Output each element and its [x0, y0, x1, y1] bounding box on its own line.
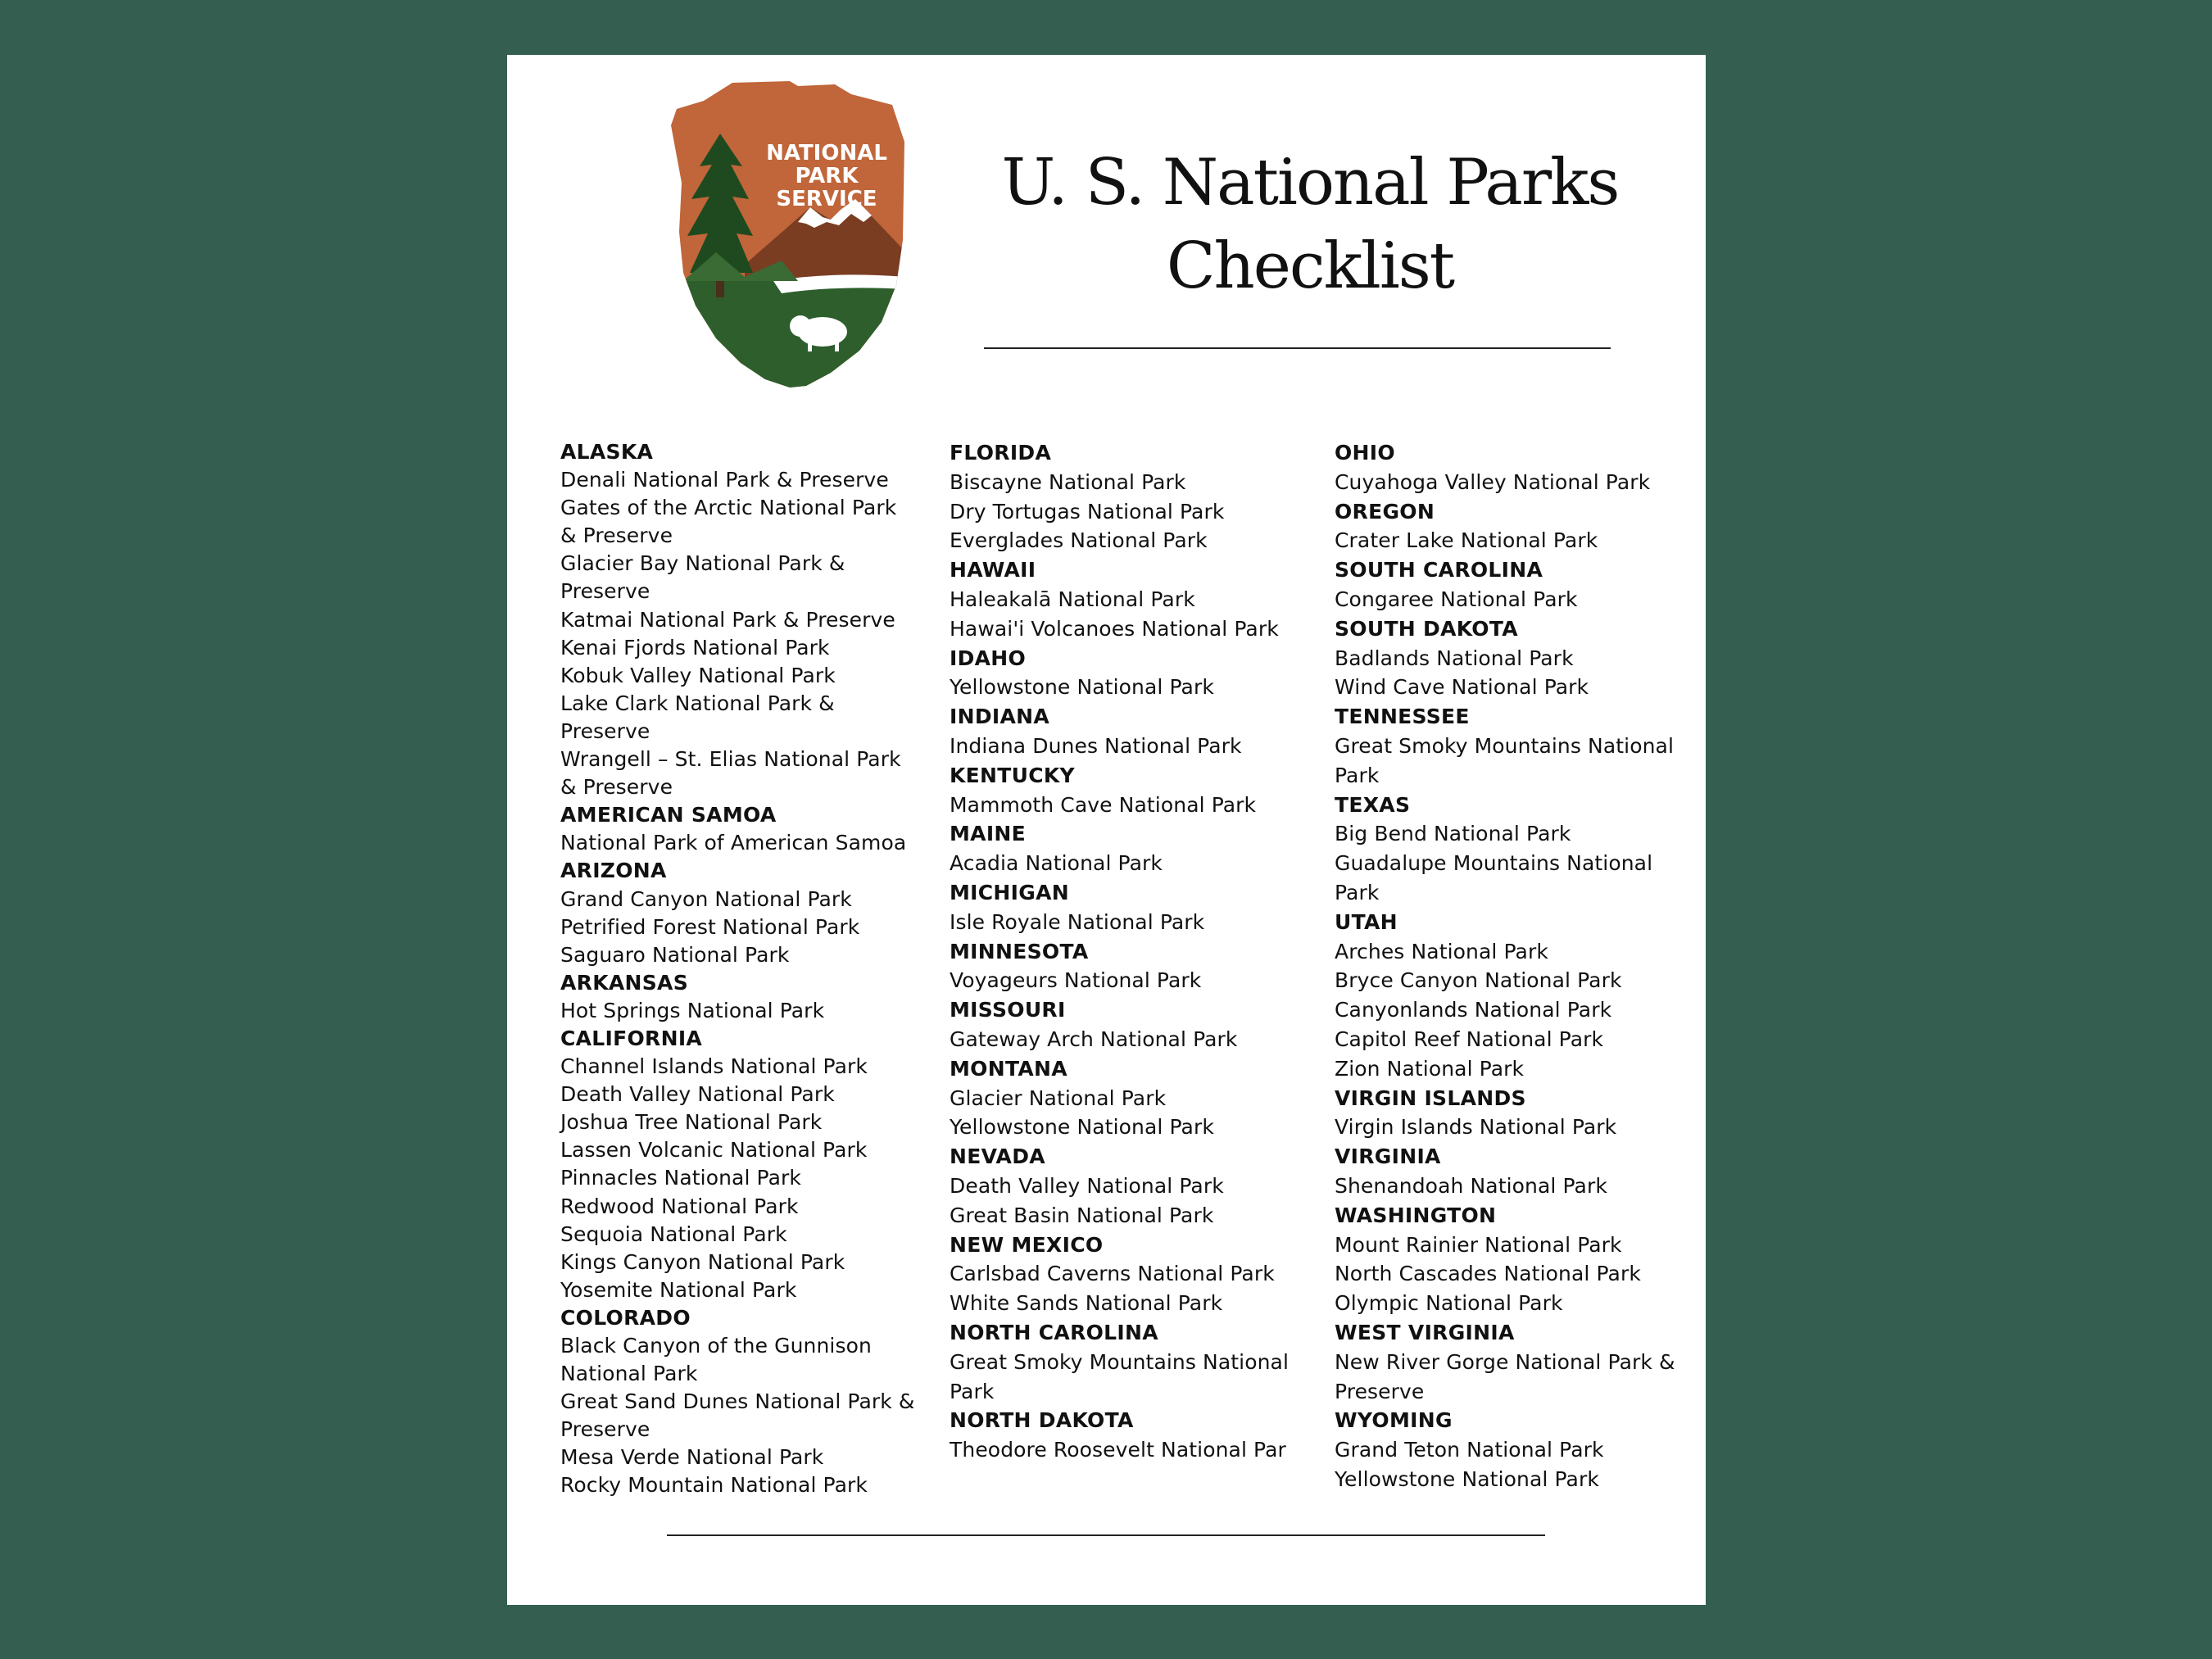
park-item: Redwood National Park — [560, 1194, 799, 1218]
park-item: Hot Springs National Park — [560, 998, 825, 1022]
park-item: Grand Canyon National Park — [560, 886, 852, 911]
column-1 — [560, 438, 937, 1500]
park-item: Preserve — [560, 579, 650, 604]
park-item: Biscayne National Park — [950, 469, 1186, 494]
state-heading: OREGON — [1335, 499, 1435, 524]
park-item: Capitol Reef National Park — [1335, 1027, 1604, 1051]
park-item: Preserve — [1335, 1379, 1425, 1403]
state-heading: ARIZONA — [560, 859, 667, 883]
park-item: Hawai'i Volcanoes National Park — [950, 616, 1279, 641]
column-2 — [950, 438, 1310, 1465]
park-item: Park — [1335, 880, 1380, 904]
park-item: Preserve — [560, 1417, 650, 1442]
state-heading: NEW MEXICO — [950, 1232, 1104, 1257]
state-heading: VIRGIN ISLANDS — [1335, 1086, 1526, 1110]
park-item: Guadalupe Mountains National — [1335, 851, 1653, 876]
park-item: Crater Lake National Park — [1335, 528, 1598, 553]
logo-text-service: SERVICE — [776, 187, 877, 211]
title-line-1: U. S. National Parks — [1001, 146, 1619, 220]
park-item: Pinnacles National Park — [560, 1166, 801, 1190]
state-heading: INDIANA — [950, 705, 1049, 729]
park-item: Congaree National Park — [1335, 587, 1578, 611]
park-item: Petrified Forest National Park — [560, 914, 860, 939]
state-heading: CALIFORNIA — [560, 1026, 703, 1050]
bottom-divider — [667, 1534, 1545, 1536]
state-heading: MICHIGAN — [950, 880, 1069, 904]
park-item: Park — [950, 1379, 995, 1403]
state-heading: ALASKA — [560, 440, 654, 464]
park-item: Death Valley National Park — [950, 1173, 1224, 1198]
park-item: Great Sand Dunes National Park & — [560, 1389, 915, 1414]
park-item: Wrangell – St. Elias National Park — [560, 747, 901, 772]
park-item: New River Gorge National Park & — [1335, 1349, 1675, 1374]
park-item: Mesa Verde National Park — [560, 1445, 824, 1470]
state-heading: IDAHO — [950, 646, 1027, 670]
park-item: Yellowstone National Park — [1335, 1466, 1599, 1491]
park-item: Sequoia National Park — [560, 1222, 787, 1246]
logo-text-park: PARK — [795, 164, 859, 188]
park-item: Canyonlands National Park — [1335, 998, 1612, 1022]
park-item: Yellowstone National Park — [950, 1115, 1214, 1140]
state-heading: HAWAII — [950, 558, 1036, 582]
park-item: Haleakalā National Park — [950, 587, 1195, 611]
park-item: National Park of American Samoa — [560, 831, 907, 855]
park-item: Great Smoky Mountains National — [950, 1349, 1290, 1374]
park-item: Park — [1335, 763, 1380, 787]
park-item: National Park — [560, 1362, 698, 1386]
title-line-2: Checklist — [1166, 229, 1454, 303]
park-item: Shenandoah National Park — [1335, 1173, 1607, 1198]
park-item: Preserve — [560, 718, 650, 743]
state-heading: TENNESSEE — [1335, 705, 1470, 729]
park-item: Zion National Park — [1335, 1056, 1525, 1081]
checklist-page — [507, 55, 1706, 1605]
park-item: Arches National Park — [1335, 939, 1548, 963]
nps-arrowhead-logo — [667, 76, 906, 388]
park-item: Kenai Fjords National Park — [560, 635, 830, 660]
park-item: Mount Rainier National Park — [1335, 1232, 1622, 1257]
park-item: Kings Canyon National Park — [560, 1249, 845, 1274]
park-item: Channel Islands National Park — [560, 1054, 868, 1079]
park-item: Isle Royale National Park — [950, 909, 1205, 934]
state-heading: NORTH DAKOTA — [950, 1408, 1134, 1433]
park-item: Gateway Arch National Park — [950, 1027, 1238, 1051]
state-heading: TEXAS — [1335, 792, 1411, 817]
park-item: & Preserve — [560, 524, 673, 548]
park-item: Katmai National Park & Preserve — [560, 607, 895, 632]
park-item: Glacier Bay National Park & — [560, 551, 845, 576]
state-heading: AMERICAN SAMOA — [560, 803, 777, 827]
park-item: Great Smoky Mountains National — [1335, 733, 1675, 758]
state-heading: ARKANSAS — [560, 970, 689, 995]
park-item: Carlsbad Caverns National Park — [950, 1262, 1275, 1286]
park-item: Rocky Mountain National Park — [560, 1473, 868, 1498]
state-heading: MISSOURI — [950, 998, 1066, 1022]
park-item: Indiana Dunes National Park — [950, 733, 1242, 758]
park-item: Grand Teton National Park — [1335, 1438, 1604, 1462]
column-3 — [1335, 438, 1695, 1494]
park-item: Lassen Volcanic National Park — [560, 1138, 868, 1163]
park-item: Olympic National Park — [1335, 1291, 1563, 1316]
logo-text-national: NATIONAL — [766, 141, 887, 165]
park-item: Badlands National Park — [1335, 646, 1574, 670]
park-item: Death Valley National Park — [560, 1082, 835, 1107]
park-item: North Cascades National Park — [1335, 1262, 1641, 1286]
park-item: Yosemite National Park — [560, 1277, 797, 1302]
state-heading: COLORADO — [560, 1305, 691, 1330]
park-item: Wind Cave National Park — [1335, 675, 1589, 700]
state-heading: VIRGINIA — [1335, 1145, 1441, 1169]
park-item: Theodore Roosevelt National Par — [950, 1438, 1286, 1462]
state-heading: MONTANA — [950, 1056, 1067, 1081]
state-heading: OHIO — [1335, 441, 1395, 465]
park-item: Big Bend National Park — [1335, 822, 1571, 846]
park-item: Virgin Islands National Park — [1335, 1115, 1617, 1140]
park-item: Everglades National Park — [950, 528, 1208, 553]
park-item: Dry Tortugas National Park — [950, 499, 1225, 524]
state-heading: UTAH — [1335, 909, 1398, 934]
state-heading: WASHINGTON — [1335, 1203, 1497, 1227]
park-item: Black Canyon of the Gunnison — [560, 1334, 872, 1358]
state-heading: SOUTH DAKOTA — [1335, 616, 1518, 641]
park-item: Gates of the Arctic National Park — [560, 496, 897, 520]
state-heading: SOUTH CAROLINA — [1335, 558, 1543, 582]
title-divider — [984, 347, 1611, 349]
page-title — [982, 141, 1638, 308]
park-item: Acadia National Park — [950, 851, 1163, 876]
park-item: Lake Clark National Park & — [560, 691, 835, 715]
park-item: Joshua Tree National Park — [560, 1110, 823, 1135]
park-item: Voyageurs National Park — [950, 968, 1202, 993]
state-heading: NORTH CAROLINA — [950, 1320, 1158, 1344]
park-item: & Preserve — [560, 775, 673, 800]
park-item: Great Basin National Park — [950, 1203, 1214, 1227]
state-heading: NEVADA — [950, 1145, 1045, 1169]
park-item: Mammoth Cave National Park — [950, 792, 1257, 817]
park-item: Denali National Park & Preserve — [560, 468, 889, 492]
state-heading: WYOMING — [1335, 1408, 1453, 1433]
park-item: Cuyahoga Valley National Park — [1335, 469, 1651, 494]
state-heading: FLORIDA — [950, 441, 1052, 465]
state-heading: KENTUCKY — [950, 763, 1075, 787]
park-item: Kobuk Valley National Park — [560, 663, 836, 687]
park-item: Bryce Canyon National Park — [1335, 968, 1622, 993]
state-heading: MAINE — [950, 822, 1027, 846]
park-item: Yellowstone National Park — [950, 675, 1214, 700]
park-item: Saguaro National Park — [560, 942, 790, 967]
park-item: White Sands National Park — [950, 1291, 1223, 1316]
state-heading: WEST VIRGINIA — [1335, 1320, 1515, 1344]
park-item: Glacier National Park — [950, 1086, 1167, 1110]
state-heading: MINNESOTA — [950, 939, 1089, 963]
